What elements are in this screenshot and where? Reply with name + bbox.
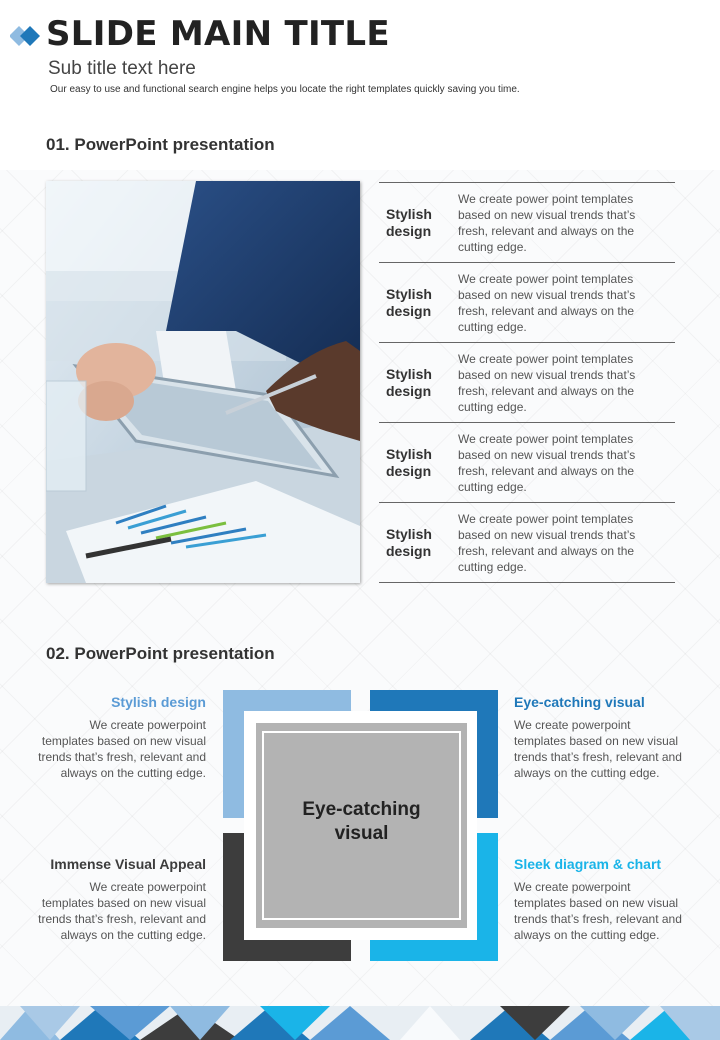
row-text: We create power point templates based on new visual trends that’s fresh, relevant and always on the cutting edge. (458, 431, 636, 494)
feature-title: Eye-catching visual (514, 694, 645, 710)
section-1-heading: 01. PowerPoint presentation (46, 135, 275, 154)
row-label-line-2: design (386, 462, 432, 479)
row-text: We create power point templates based on new visual trends that’s fresh, relevant and always on the cutting edge. (458, 511, 636, 574)
feature-table (379, 182, 675, 583)
feature-sleek-diagram (514, 855, 684, 943)
table-row (379, 343, 675, 423)
row-label-line-1: Stylish (386, 365, 432, 382)
feature-eye-catching-visual (514, 693, 684, 781)
slide-main-title: SLIDE MAIN TITLE (46, 14, 390, 54)
feature-stylish-design (36, 693, 206, 781)
row-label (379, 366, 458, 400)
feature-text: We create powerpoint templates based on new visual trends that’s fresh, relevant and always on the cutting edge. (38, 880, 206, 942)
diamond-logo-icon (10, 24, 40, 48)
header-description: Our easy to use and functional search engine helps you locate the right templates quickly saving you time. (50, 84, 520, 95)
center-label-line-1: Eye-catching (302, 799, 421, 820)
row-label (379, 526, 458, 560)
row-label-line-1: Stylish (386, 445, 432, 462)
row-label-line-1: Stylish (386, 525, 432, 542)
business-photo (46, 181, 360, 583)
row-text: We create power point templates based on new visual trends that’s fresh, relevant and always on the cutting edge. (458, 271, 636, 334)
row-label (379, 206, 458, 240)
row-label-line-2: design (386, 302, 432, 319)
feature-text: We create powerpoint templates based on new visual trends that’s fresh, relevant and always on the cutting edge. (514, 880, 682, 942)
row-text: We create power point templates based on new visual trends that’s fresh, relevant and always on the cutting edge. (458, 191, 636, 254)
row-label-line-2: design (386, 542, 432, 559)
row-label-line-2: design (386, 222, 432, 239)
feature-immense-visual-appeal (36, 855, 206, 943)
table-row (379, 423, 675, 503)
row-label-line-2: design (386, 382, 432, 399)
table-row (379, 503, 675, 583)
feature-text: We create powerpoint templates based on new visual trends that’s fresh, relevant and always on the cutting edge. (514, 718, 682, 780)
footer-triangle-band (0, 1006, 720, 1040)
row-label-line-1: Stylish (386, 205, 432, 222)
center-label-line-2: visual (334, 823, 389, 844)
row-label (379, 286, 458, 320)
row-label-line-1: Stylish (386, 285, 432, 302)
row-label (379, 446, 458, 480)
table-row (379, 263, 675, 343)
feature-text: We create powerpoint templates based on new visual trends that’s fresh, relevant and always on the cutting edge. (38, 718, 206, 780)
table-row (379, 183, 675, 263)
section-2-heading: 02. PowerPoint presentation (46, 644, 275, 663)
feature-title: Immense Visual Appeal (50, 856, 206, 872)
row-text: We create power point templates based on new visual trends that’s fresh, relevant and always on the cutting edge. (458, 351, 636, 414)
center-label (256, 798, 467, 846)
feature-title: Stylish design (111, 694, 206, 710)
feature-title: Sleek diagram & chart (514, 856, 662, 872)
sub-title: Sub title text here (48, 58, 196, 79)
